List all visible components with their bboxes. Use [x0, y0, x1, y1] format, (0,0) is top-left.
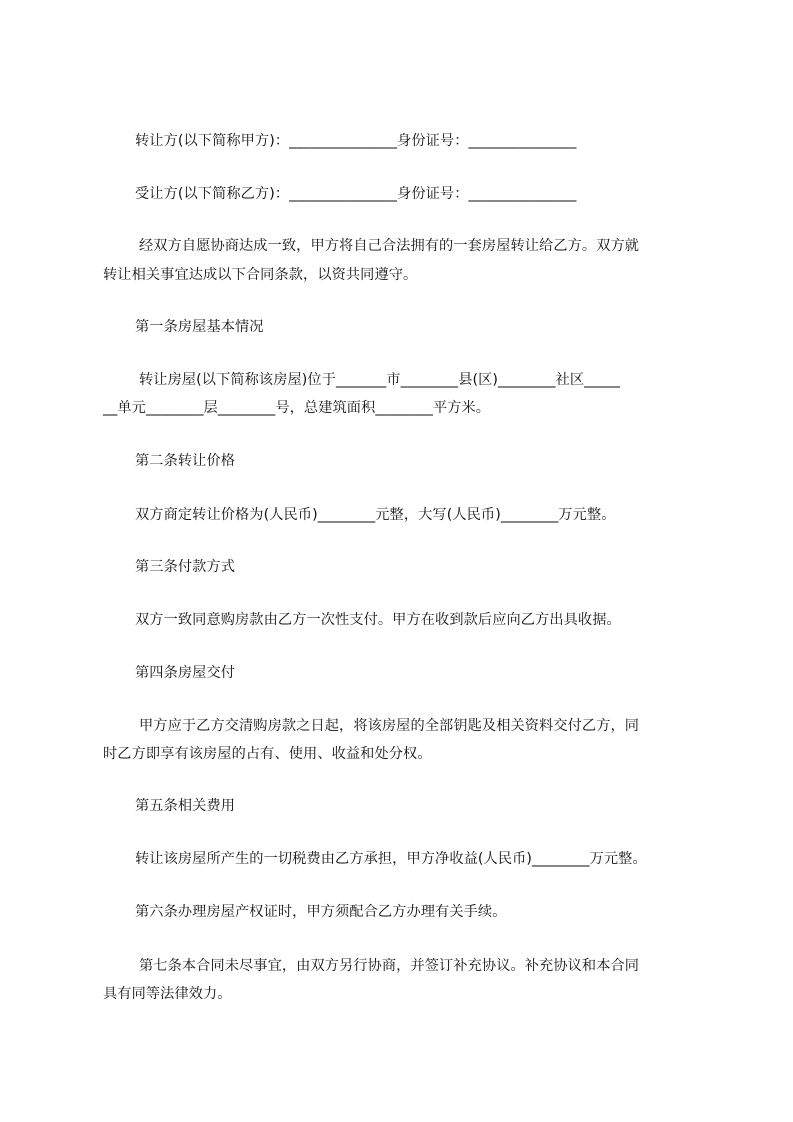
article2-title: 第二条转让价格 — [135, 453, 236, 469]
article5-title: 第五条相关费用 — [135, 798, 236, 814]
article2-body: 双方商定转让价格为(人民币)________元整，大写(人民币)________万元整。 — [135, 507, 616, 523]
article1-title: 第一条房屋基本情况 — [135, 319, 264, 335]
article7-body-line-1: 第七条本合同未尽事宜，由双方另行协商，并签订补充协议。补充协议和本合同 — [139, 958, 640, 974]
transferee-line: 受让方(以下简称乙方)：_______________身份证号：_______________ — [135, 186, 577, 202]
article5-body: 转让该房屋所产生的一切税费由乙方承担，甲方净收益(人民币)________万元整。 — [135, 851, 647, 867]
article3-title: 第三条付款方式 — [135, 559, 236, 575]
article1-body-line-1: 转让房屋(以下简称该房屋)位于_______市________县(区)________社区_____ — [139, 372, 621, 388]
intro-line-2: 转让相关事宜达成以下合同条款，以资共同遵守。 — [103, 267, 418, 283]
article7-body-line-2: 具有同等法律效力。 — [103, 986, 232, 1002]
transferor-line: 转让方(以下简称甲方)：_______________身份证号：_______________ — [135, 133, 577, 149]
article4-title: 第四条房屋交付 — [135, 665, 236, 681]
article6-text: 第六条办理房屋产权证时，甲方须配合乙方办理有关手续。 — [135, 904, 507, 920]
article1-body-line-2: __单元________层________号，总建筑面积________平方米。 — [103, 400, 491, 416]
article4-body-line-1: 甲方应于乙方交清购房款之日起，将该房屋的全部钥匙及相关资料交付乙方，同 — [139, 718, 640, 734]
intro-line-1: 经双方自愿协商达成一致，甲方将自己合法拥有的一套房屋转让给乙方。双方就 — [139, 238, 640, 254]
article3-body: 双方一致同意购房款由乙方一次性支付。甲方在收到款后应向乙方出具收据。 — [135, 612, 621, 628]
article4-body-line-2: 时乙方即享有该房屋的占有、使用、收益和处分权。 — [103, 746, 432, 762]
